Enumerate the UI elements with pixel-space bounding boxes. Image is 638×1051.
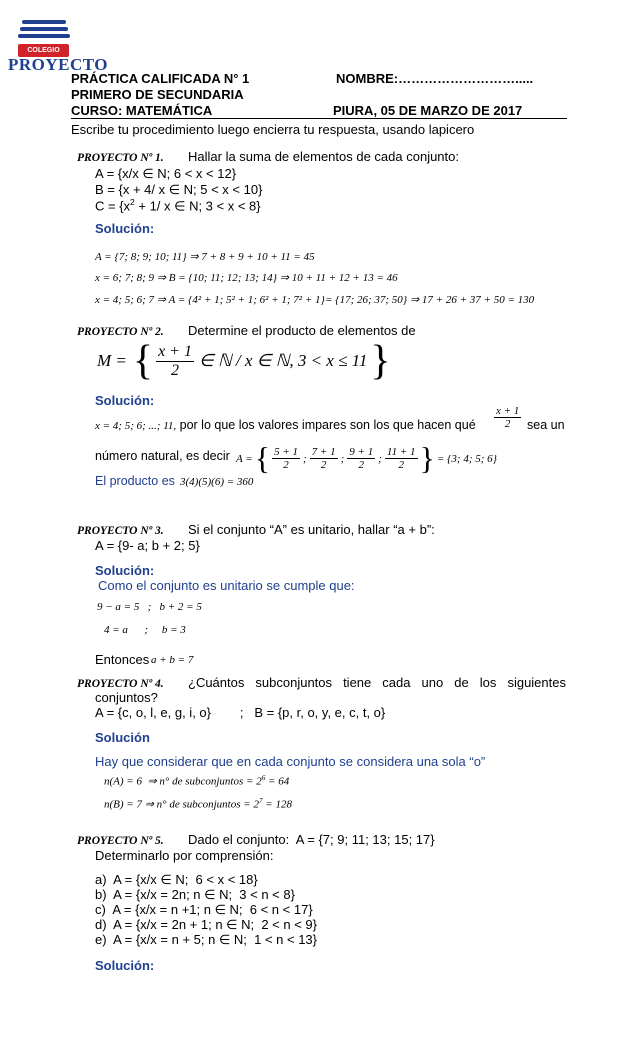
p1-set-c-rest: + 1/ x ∈ N; 3 < x < 8} <box>134 198 261 214</box>
p4-statement2: conjuntos? <box>95 690 158 705</box>
logo-stripe-3 <box>18 34 70 38</box>
p3-set: A = {9- a; b + 2; 5} <box>95 538 200 553</box>
school-logo <box>0 0 109 80</box>
logo-brand: PROYECTO <box>8 55 109 74</box>
p2-statement: Determine el producto de elementos de <box>188 323 416 338</box>
frac-num: 7 + 1 <box>311 446 336 458</box>
p1-set-a: A = {x/x ∈ N; 6 < x < 12} <box>95 166 237 181</box>
header-divider <box>71 118 567 119</box>
p1-set-c <box>95 197 261 214</box>
p2-sol-frac <box>494 405 521 430</box>
p5-option-a: a) A = {x/x ∈ N; 6 < x < 18} <box>95 872 258 887</box>
p1-statement: Hallar la suma de elementos de cada conjunto: <box>188 149 459 164</box>
header-date: PIURA, 05 DE MARZO DE 2017 <box>333 103 523 118</box>
p1-solution-label: Solución: <box>95 221 155 236</box>
p2-sol-brace-right: } <box>419 440 435 476</box>
p2-sol-frac-2 <box>310 446 338 471</box>
p5-option-b: b) A = {x/x = 2n; n ∈ N; 3 < n < 8} <box>95 887 295 902</box>
p3-sol-text: Como el conjunto es unitario se cumple que: <box>98 578 355 593</box>
p4-line1-rest: = 64 <box>265 775 290 788</box>
p3-then-label: Entonces <box>95 652 150 667</box>
p3-eq2: 4 = a ; b = 3 <box>104 624 186 636</box>
p3-solution-label: Solución: <box>95 563 155 578</box>
p4-line1-exp: 6 <box>261 774 266 782</box>
p5-statement2: Determinarlo por comprensión: <box>95 848 274 863</box>
instructions: Escribe tu procedimiento luego encierra tu respuesta, usando lapicero <box>71 122 475 137</box>
p1-label: PROYECTO Nº 1. <box>77 152 164 164</box>
p1-set-c-exp: 2 <box>130 197 135 207</box>
p4-sets: A = {c, o, l, e, g, i, o} ; B = {p, r, o, y, e, c, t, o} <box>95 705 386 720</box>
frac-num: 5 + 1 <box>274 446 298 458</box>
header-grade: PRIMERO DE SECUNDARIA <box>71 87 244 102</box>
p2-sol-frac-num: x + 1 <box>496 405 520 417</box>
p2-set-m <box>97 340 391 382</box>
p3-then-value: a + b = 7 <box>151 654 194 666</box>
p4-sol-text: Hay que considerar que en cada conjunto se considera una sola “o” <box>95 754 486 769</box>
p2-sol-text1: por lo que los valores impares son los que hacen qué <box>176 418 476 432</box>
p1-set-c-base: C = {x <box>95 198 131 214</box>
p3-eq1: 9 − a = 5 ; b + 2 = 5 <box>97 601 202 613</box>
p2-m-rest: ∈ ℕ / x ∈ ℕ, 3 < x ≤ 11 <box>198 351 368 370</box>
p5-solution-label: Solución: <box>95 958 155 973</box>
frac-num: 11 + 1 <box>386 446 416 458</box>
p5-option-e: e) A = {x/x = n + 5; n ∈ N; 1 < n < 13} <box>95 932 317 947</box>
header-title: PRÁCTICA CALIFICADA N° 1 <box>71 71 250 86</box>
logo-brand-small: COLEGIO <box>18 44 69 57</box>
p3-statement: Si el conjunto “A” es unitario, hallar “a + b”: <box>188 522 435 537</box>
frac-den: 2 <box>283 459 289 471</box>
p2-sol-set-a: A = { $\frac{5 + 1}{2}$ ; $\frac{7 + 1}{2}$ ; $\frac{9 + 1}{2}$ ; $\frac{11 + 1}{2}$ } = {3; 4; 5; 6} <box>236 440 498 476</box>
p2-m-frac-den: 2 <box>171 361 180 379</box>
p4-solution-label: Solución <box>95 730 150 745</box>
p2-m-frac-num: x + 1 <box>158 342 192 360</box>
p2-m-lhs: M = <box>97 351 127 370</box>
header-course: CURSO: MATEMÁTICA <box>71 103 213 118</box>
p2-sol-frac-1 <box>272 446 300 471</box>
frac-num: 9 + 1 <box>349 446 374 458</box>
p2-sol-x: x = 4; 5; 6; ...; 11, <box>95 420 177 432</box>
p2-sol-text2: número natural, es decir <box>95 449 230 463</box>
p2-label: PROYECTO Nº 2. <box>77 326 164 338</box>
frac-den: 2 <box>320 459 327 471</box>
logo-stripe-2 <box>20 27 68 31</box>
p1-set-b: B = {x + 4/ x ∈ N; 5 < x < 10} <box>95 182 263 197</box>
p4-line2 <box>104 797 292 811</box>
p2-sol-frac-4 <box>385 446 418 471</box>
p1-sol-line3a: x = 4; 5; 6; 7 ⇒ A = {4² + 1; 5² + 1; 6² + 1; 7² + 1} <box>95 294 325 306</box>
p4-line1-base: n(A) = 6 ⇒ n° de subconjuntos = 2 <box>104 775 262 788</box>
p2-brace-left: { <box>132 338 154 384</box>
p2-sol-frac-3 <box>347 446 375 471</box>
p2-sol-text1-end: sea un <box>527 418 565 432</box>
p4-statement: ¿Cuántos subconjuntos tiene cada uno de los siguientes <box>188 675 566 690</box>
p2-m-frac <box>156 343 194 380</box>
p4-line1 <box>104 774 289 788</box>
p4-line2-rest: = 128 <box>262 798 292 811</box>
p2-sol-brace-left: { <box>254 440 271 476</box>
frac-den: 2 <box>358 459 364 471</box>
p5-label: PROYECTO Nº 5. <box>77 835 164 847</box>
frac-den: 2 <box>398 459 404 471</box>
p2-product-value: 3(4)(5)(6) = 360 <box>180 476 254 488</box>
p3-label: PROYECTO Nº 3. <box>77 525 164 537</box>
p2-product-label: El producto es <box>95 474 175 488</box>
p2-sol-a: A = <box>236 452 253 465</box>
p5-option-d: d) A = {x/x = 2n + 1; n ∈ N; 2 < n < 9} <box>95 917 317 932</box>
p2-sol-frac-den: 2 <box>504 418 511 430</box>
p1-sol-line3b: = {17; 26; 37; 50} ⇒ 17 + 26 + 37 + 50 = 130 <box>325 294 535 306</box>
header-name-field: NOMBRE:………………………..... <box>336 71 534 86</box>
p2-sol-result-set: = {3; 4; 5; 6} <box>436 452 498 465</box>
p1-sol-line1: A = {7; 8; 9; 10; 11} ⇒ 7 + 8 + 9 + 10 + 11 = 45 <box>95 251 315 263</box>
logo-stripe-1 <box>22 20 66 24</box>
p1-sol-line2: x = 6; 7; 8; 9 ⇒ B = {10; 11; 12; 13; 14} ⇒ 10 + 11 + 12 + 13 = 46 <box>95 272 398 284</box>
p4-label: PROYECTO Nº 4. <box>77 678 164 690</box>
p4-line2-exp: 7 <box>258 797 263 805</box>
p5-option-c: c) A = {x/x = n +1; n ∈ N; 6 < n < 17} <box>95 902 313 917</box>
p2-brace-right: } <box>370 338 391 384</box>
p2-solution-label: Solución: <box>95 393 155 408</box>
p5-statement: Dado el conjunto: A = {7; 9; 11; 13; 15; 17} <box>188 832 435 847</box>
p4-line2-base: n(B) = 7 ⇒ n° de subconjuntos = 2 <box>104 798 259 811</box>
